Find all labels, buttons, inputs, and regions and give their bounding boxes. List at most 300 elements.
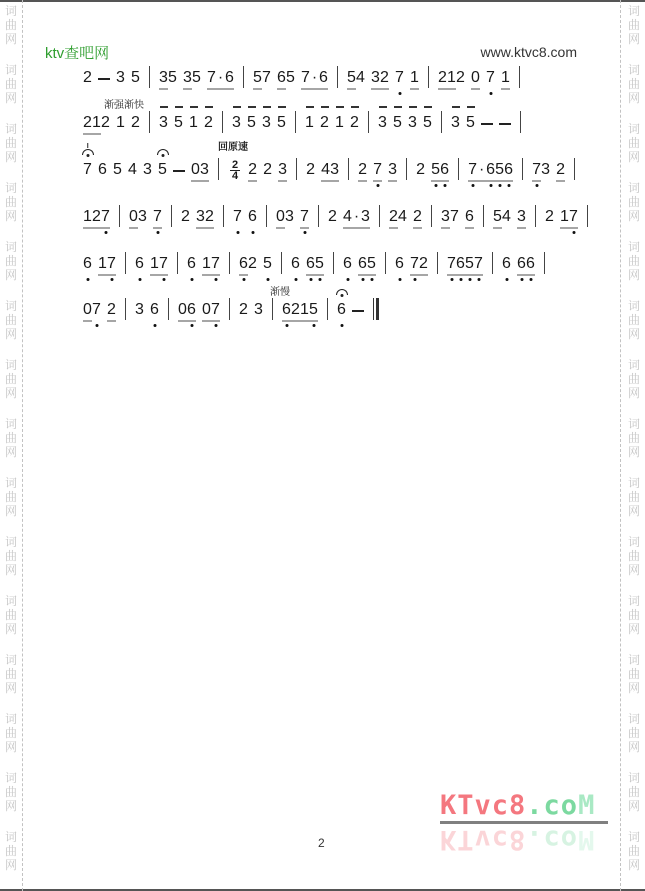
barline [222, 111, 223, 133]
watermark-char: 词 [4, 417, 17, 431]
watermark-text [5, 771, 17, 813]
note-group [465, 207, 474, 227]
low-octave-dot [294, 278, 297, 281]
note: 1 [116, 114, 125, 131]
low-octave-dot [507, 184, 510, 187]
low-octave-dot [376, 184, 379, 187]
note: 2 [181, 208, 190, 225]
note: 6 [187, 300, 196, 320]
note: 3 [278, 161, 288, 178]
note-group [337, 300, 346, 320]
note: 3 [183, 69, 192, 86]
note-group [556, 160, 565, 180]
low-octave-dot [370, 278, 373, 281]
barline [535, 205, 536, 227]
fermata-icon [335, 287, 349, 296]
note: 3 [451, 113, 460, 133]
watermark-char: 网 [627, 32, 640, 46]
barline [266, 205, 267, 227]
note: 0 [276, 208, 285, 225]
note: 5 [168, 69, 177, 86]
note: 3 [254, 301, 263, 318]
watermark-char: 词 [4, 4, 17, 18]
note: 5 [495, 160, 504, 180]
low-octave-dot [153, 324, 156, 327]
note: 1 [92, 114, 101, 131]
low-octave-dot [489, 184, 492, 187]
note-group [233, 207, 242, 227]
low-octave-dot [190, 324, 193, 327]
barline [492, 252, 493, 274]
note-group [135, 254, 144, 274]
watermark-text [5, 712, 17, 754]
barline [218, 158, 219, 180]
watermark-char: 网 [4, 622, 17, 636]
watermark-text [628, 476, 640, 518]
dash-overline [452, 106, 460, 108]
watermark-char: 曲 [627, 431, 640, 445]
note: 7 [153, 207, 162, 227]
note-group [202, 254, 220, 274]
watermark-char: 网 [627, 740, 640, 754]
watermark-char: 词 [627, 653, 640, 667]
low-octave-dot [398, 92, 401, 95]
note-group [408, 113, 417, 133]
note-group [371, 68, 389, 88]
watermark-char: 曲 [4, 77, 17, 91]
watermark-char: 曲 [627, 372, 640, 386]
music-line-5 [83, 252, 548, 274]
barline [574, 158, 575, 180]
music-line-3 [83, 142, 578, 182]
watermark-char: 曲 [4, 372, 17, 386]
dash-note [481, 123, 493, 125]
watermark-char: 网 [4, 740, 17, 754]
note: 5 [131, 69, 140, 86]
note: 5 [347, 69, 356, 86]
tempo-annotation: 渐强渐快 [104, 100, 144, 111]
watermark-char: 曲 [4, 549, 17, 563]
note: 7 [450, 208, 459, 225]
note-group [373, 160, 382, 180]
note: 6 [337, 300, 346, 320]
note-group [300, 207, 309, 227]
note-group [107, 300, 116, 320]
note-group [486, 68, 495, 88]
note: 6 [83, 254, 92, 274]
note-group [128, 160, 137, 180]
watermark-char: 曲 [4, 785, 17, 799]
watermark-char: 曲 [4, 254, 17, 268]
note-group [395, 254, 404, 274]
note-group [254, 300, 263, 320]
note: 5 [286, 69, 295, 86]
note-group [83, 113, 110, 133]
note: 5 [247, 113, 256, 133]
watermark-char: 曲 [4, 18, 17, 32]
note-group [276, 207, 294, 227]
low-octave-dot [285, 324, 288, 327]
note-group [181, 207, 190, 227]
watermark-char: 词 [627, 181, 640, 195]
note: 0 [178, 301, 187, 318]
watermark-char: 曲 [4, 195, 17, 209]
watermark-char: 网 [4, 563, 17, 577]
note: 7 [107, 254, 116, 274]
watermark-char: 网 [627, 209, 640, 223]
watermark-char: 网 [4, 91, 17, 105]
low-octave-dot [138, 278, 141, 281]
note: 2 [416, 161, 426, 178]
note-group [153, 207, 162, 227]
low-octave-dot [477, 278, 480, 281]
watermark-char: 曲 [627, 195, 640, 209]
low-octave-dot [86, 278, 89, 281]
watermark-char: 网 [4, 504, 17, 518]
note: · [311, 69, 318, 86]
note-group [83, 207, 110, 227]
watermark-char: 网 [627, 622, 640, 636]
note-group [143, 160, 152, 180]
low-octave-dot [471, 184, 474, 187]
note: 7 [447, 254, 456, 274]
watermark-char: 词 [627, 535, 640, 549]
barline [272, 298, 273, 320]
music-line-4 [83, 205, 591, 227]
note: 1 [202, 255, 211, 272]
watermark-char: 曲 [627, 608, 640, 622]
note-group [321, 160, 339, 180]
note: 2 [413, 208, 422, 225]
low-octave-dot [340, 324, 343, 327]
barline [281, 252, 282, 274]
barline [483, 205, 484, 227]
barline [519, 66, 520, 88]
note: 6 [395, 254, 404, 274]
low-octave-dot [95, 324, 98, 327]
note: 2 [358, 161, 368, 178]
watermark-char: 网 [627, 150, 640, 164]
note: 3 [388, 161, 398, 178]
low-octave-dot [413, 278, 416, 281]
note: 3 [200, 161, 209, 178]
note-group [501, 68, 510, 88]
note-group [278, 160, 287, 180]
barline [223, 205, 224, 227]
watermark-char: 网 [4, 445, 17, 459]
note-group [116, 68, 125, 88]
note: 6 [504, 160, 513, 180]
note-group [239, 300, 248, 320]
note-group [248, 160, 257, 180]
note: 6 [306, 254, 315, 274]
watermark-char: 网 [627, 327, 640, 341]
note: 6 [526, 254, 535, 274]
watermark-char: 词 [627, 299, 640, 313]
watermark-char: 词 [627, 830, 640, 844]
note-group [438, 68, 465, 88]
site-url-text[interactable]: www.ktvc8.com [480, 44, 577, 60]
note: 7 [211, 300, 220, 320]
music-line-2 [83, 100, 524, 133]
barline [385, 252, 386, 274]
note-group [517, 254, 535, 274]
watermark-text [5, 417, 17, 459]
barline [171, 205, 172, 227]
barline [379, 205, 380, 227]
barline [441, 111, 442, 133]
note: 2 [101, 114, 110, 131]
low-octave-dot [266, 278, 269, 281]
note: 6 [456, 254, 465, 274]
watermark-char: 词 [4, 299, 17, 313]
note: 7 [373, 160, 382, 180]
barline [229, 252, 230, 274]
note-group [335, 113, 344, 133]
low-octave-dot [110, 278, 113, 281]
watermark-char: 曲 [627, 490, 640, 504]
note-group [560, 207, 578, 227]
note-group [135, 300, 144, 320]
dash-overline [467, 106, 475, 108]
note: 6 [343, 254, 352, 274]
note: 2 [438, 69, 447, 86]
watermark-text [628, 594, 640, 636]
time-signature: 2 4 回原速 [218, 142, 248, 182]
watermark-char: 词 [627, 63, 640, 77]
watermark-char: 曲 [627, 313, 640, 327]
music-line-1 [83, 66, 523, 88]
note-group [202, 300, 220, 320]
watermark-char: 词 [627, 417, 640, 431]
note: 7 [468, 160, 477, 180]
watermark-char: 曲 [627, 726, 640, 740]
watermark-char: 词 [4, 653, 17, 667]
dash-overline [233, 106, 241, 108]
note: 1 [305, 113, 314, 133]
note: 1 [410, 69, 419, 86]
barline [243, 66, 244, 88]
dash-note [499, 123, 511, 125]
note: 3 [361, 208, 370, 225]
note: 4 [321, 161, 331, 178]
note: 5 [466, 113, 475, 133]
note-group [262, 113, 271, 133]
note: 3 [441, 208, 450, 225]
barline [406, 158, 407, 180]
note: 6 [291, 254, 300, 274]
note: 6 [282, 300, 291, 320]
note: 3 [378, 113, 387, 133]
low-octave-dot [214, 278, 217, 281]
note: 2 [389, 208, 398, 225]
barline [318, 205, 319, 227]
note-group [131, 113, 140, 133]
note: 2 [545, 208, 554, 225]
note-group [447, 254, 483, 274]
note: 5 [174, 113, 183, 133]
site-name-link[interactable]: ktv查吧网 [45, 45, 110, 62]
note: 1 [150, 255, 159, 272]
watermark-text [628, 653, 640, 695]
note: 3 [371, 69, 380, 86]
dash-overline [336, 106, 344, 108]
note: 5 [253, 69, 262, 86]
note: 3 [408, 113, 417, 133]
barline [428, 66, 429, 88]
note-group [410, 68, 419, 88]
note-group [150, 300, 159, 320]
watermark-char: 曲 [4, 431, 17, 445]
note: 6 [277, 69, 286, 86]
note: 2 [328, 208, 337, 225]
note: 7 [569, 207, 578, 227]
note: 7 [101, 207, 110, 227]
final-barline [373, 298, 379, 320]
watermark-char: 网 [627, 858, 640, 872]
low-octave-dot [572, 231, 575, 234]
watermark-char: 曲 [627, 844, 640, 858]
note-group [158, 160, 167, 180]
dash-overline [160, 106, 168, 108]
watermark-text [5, 830, 17, 872]
note: 2 [83, 114, 92, 131]
note: 6 [248, 207, 257, 227]
watermark-text [628, 535, 640, 577]
fermata-line-icon [81, 147, 95, 156]
note-group [320, 113, 329, 133]
note-group [207, 68, 234, 88]
watermark-char: 曲 [4, 608, 17, 622]
watermark-char: 词 [4, 771, 17, 785]
dash-overline [175, 106, 183, 108]
low-octave-dot [459, 278, 462, 281]
low-octave-dot [346, 278, 349, 281]
note: 6 [486, 160, 495, 180]
note: 6 [440, 160, 449, 180]
note: 2 [320, 113, 329, 133]
note: 5 [393, 113, 402, 133]
barline [587, 205, 588, 227]
note: 6 [502, 254, 511, 274]
note: 5 [113, 161, 122, 178]
note: 3 [116, 69, 125, 86]
watermark-char: 词 [4, 358, 17, 372]
barline [149, 111, 150, 133]
note: 1 [98, 255, 107, 272]
watermark-char: 网 [627, 563, 640, 577]
watermark-char: 网 [627, 681, 640, 695]
note-group [113, 160, 122, 180]
note: 1 [300, 301, 309, 318]
note: 2 [248, 161, 258, 178]
note: 1 [335, 113, 344, 133]
watermark-char: 网 [4, 386, 17, 400]
watermark-char: 网 [4, 858, 17, 872]
dash-overline [351, 106, 359, 108]
note-group [263, 160, 272, 180]
note-group [347, 68, 365, 88]
note: 3 [138, 208, 147, 225]
note-group [493, 207, 511, 227]
watermark-char: 曲 [627, 785, 640, 799]
note: 2 [456, 69, 465, 86]
watermark-char: 曲 [4, 726, 17, 740]
note: · [478, 161, 485, 178]
note-group [451, 113, 460, 133]
note: 1 [501, 69, 510, 86]
note: 2 [204, 113, 213, 133]
barline [348, 158, 349, 180]
low-octave-dot [214, 324, 217, 327]
note-group [83, 254, 92, 274]
note-group [98, 160, 107, 180]
note: 2 [306, 161, 316, 178]
barline [229, 298, 230, 320]
watermark-char: 词 [4, 535, 17, 549]
note-group [159, 68, 177, 88]
ktvc8-logo[interactable] [440, 792, 610, 853]
note-group [441, 207, 459, 227]
note: 7 [207, 69, 216, 86]
note: 5 [367, 254, 376, 274]
watermark-char: 网 [4, 32, 17, 46]
note: 0 [202, 301, 211, 318]
note: 3 [159, 113, 168, 133]
note: · [217, 69, 224, 86]
note: 3 [196, 208, 205, 225]
note-group [183, 68, 201, 88]
note: 6 [98, 161, 107, 178]
watermark-char: 曲 [627, 667, 640, 681]
dash-overline [306, 106, 314, 108]
watermark-char: 词 [4, 63, 17, 77]
note: 1 [560, 208, 569, 225]
low-octave-dot [450, 278, 453, 281]
note-group [358, 160, 367, 180]
note-group [104, 100, 144, 133]
note: 3 [232, 113, 241, 133]
note-group [532, 160, 550, 180]
note: · [353, 208, 360, 225]
barline [295, 111, 296, 133]
dash-overline [278, 106, 286, 108]
note: 3 [159, 69, 168, 86]
logo-reflection: KTvc8.coM [440, 824, 596, 855]
watermark-char: 网 [4, 681, 17, 695]
note: 7 [159, 254, 168, 274]
low-octave-dot [398, 278, 401, 281]
watermark-char: 词 [4, 181, 17, 195]
note-group [413, 207, 422, 227]
watermark-char: 网 [627, 504, 640, 518]
note: 2 [263, 161, 273, 178]
note: 6 [187, 254, 196, 274]
note: 5 [309, 300, 318, 320]
dash-overline [263, 106, 271, 108]
low-octave-dot [303, 231, 306, 234]
note: 6 [465, 208, 474, 225]
low-octave-dot [318, 278, 321, 281]
dash-overline [424, 106, 432, 108]
watermark-char: 网 [4, 799, 17, 813]
note-group [196, 207, 214, 227]
note: 4 [398, 208, 407, 225]
note-group [291, 254, 300, 274]
barline [520, 111, 521, 133]
note: 4 [356, 69, 365, 86]
note-group [247, 113, 256, 133]
